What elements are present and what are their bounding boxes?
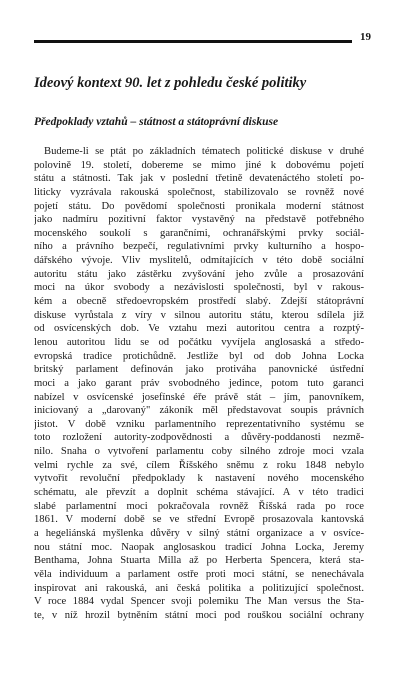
- body-line: věla individuum a parlament ostře proti moci státní, se nenechávala: [34, 568, 364, 580]
- body-line: lenou autoritou lidu se od počátku vyvíjela anglosaská a středo-: [34, 336, 364, 348]
- body-line: velmi rychle za své, cílem Říšského sněmu z roku 1848 nebylo: [34, 459, 364, 471]
- body-line: iniciovaný a „darovaný" zákoník měl představovat soupis právních: [34, 405, 364, 417]
- body-line: nabízel v osvícenské josefínské éře právě stát – jím, panovníkem,: [34, 391, 364, 403]
- body-line: britský parlament definován jako protiváha panovnické ústřední: [34, 364, 364, 376]
- body-line: ního a právního bezpečí, regulativními prvky kulturního a hospo-: [34, 241, 364, 253]
- body-line: jako nadmíru pozitivní faktor vystavěný na představě potřebného: [34, 214, 364, 226]
- body-line: vytvořit revoluční předpoklady k nastavení nového mocenského: [34, 473, 364, 485]
- body-line: Budeme-li se ptát po základních tématech politické diskuse v druhé: [44, 146, 364, 157]
- body-line: slabé parlamentní moci pokračovala rovněž Říšská rada po roce: [34, 500, 364, 512]
- body-line: autoritu státu jako zástěrku zvyšování jeho zvůle a prosazování: [34, 268, 364, 280]
- body-line: dářského vývoje. Vliv myslitelů, odmítajících v této době sociální: [34, 255, 364, 267]
- body-line: moci a jako garant práv svobodného jedince, potom tuto garanci: [34, 377, 364, 389]
- page-number: 19: [360, 31, 371, 43]
- body-line: státu a státnosti. Tak jak v poslední třetině devatenáctého století po-: [34, 173, 364, 185]
- body-line: polovině 19. století, dobereme se mimo jiné k dobovému pojetí: [34, 159, 364, 171]
- body-line: liticky vyzrávala rakouská společnost, stabilizovalo se rovněž nové: [34, 186, 364, 198]
- body-line: od osvícenských dob. Ve vztahu mezi autoritou centra a rozptý-: [34, 323, 364, 335]
- body-line: nou státní moc. Naopak anglosaskou tradicí Johna Locka, Jeremy: [34, 541, 364, 553]
- section-title: Předpoklady vztahů – státnost a státoprávní diskuse: [34, 116, 279, 128]
- body-line: a hegeliánská myšlenka důvěry v silný státní organizace a v osvíce-: [34, 527, 364, 539]
- body-line: jistot. V době vzniku parlamentního reprezentativního systému se: [34, 418, 364, 430]
- body-line: toto rozložení autority-zodpovědnosti a důvěry-poddanosti nezmě-: [34, 432, 364, 444]
- body-text: [34, 145, 364, 622]
- body-line: nilo. Snaha o vytvoření parlamentu coby silného zdroje moci vzala: [34, 446, 364, 458]
- body-line: mocenského soukolí s garančními, ochranářskými prvky sociál-: [34, 227, 364, 239]
- body-line: schématu, ale převzít a doplnit schéma stávající. A v této tradici: [34, 487, 364, 499]
- body-line: V roce 1884 vydal Spencer svoji polemiku The Man versus the Sta-: [34, 596, 364, 608]
- body-line: inspirovat ani rakouská, ani česká politika a politizující společnost.: [34, 582, 364, 594]
- body-line: moci na úkor svobody a nezávislosti společnosti, byl v rakous-: [34, 282, 364, 294]
- body-line: Benthama, Johna Stuarta Milla až po Herberta Spencera, která sta-: [34, 555, 364, 567]
- chapter-title: Ideový kontext 90. let z pohledu české politiky: [34, 75, 307, 91]
- body-line: diskuse vyrůstala z víry v silnou autoritu státu, kterou sdílela již: [34, 309, 364, 321]
- body-line: pojetí státu. Do povědomí společnosti pronikala moderní státnost: [34, 200, 364, 212]
- header-rule: [34, 40, 352, 43]
- body-line: kém a obecně středoevropském prostředí slabý. Zdejší státoprávní: [34, 296, 364, 308]
- body-line: evropská tradice protichůdně. Jestliže byl od dob Johna Locka: [34, 350, 364, 362]
- body-line: 1861. V moderní době se ve střední Evropě prosazovala kantovská: [34, 514, 364, 526]
- body-line: te, v níž hrozil bytněním státní moci pod rouškou sociální ochrany: [34, 609, 364, 621]
